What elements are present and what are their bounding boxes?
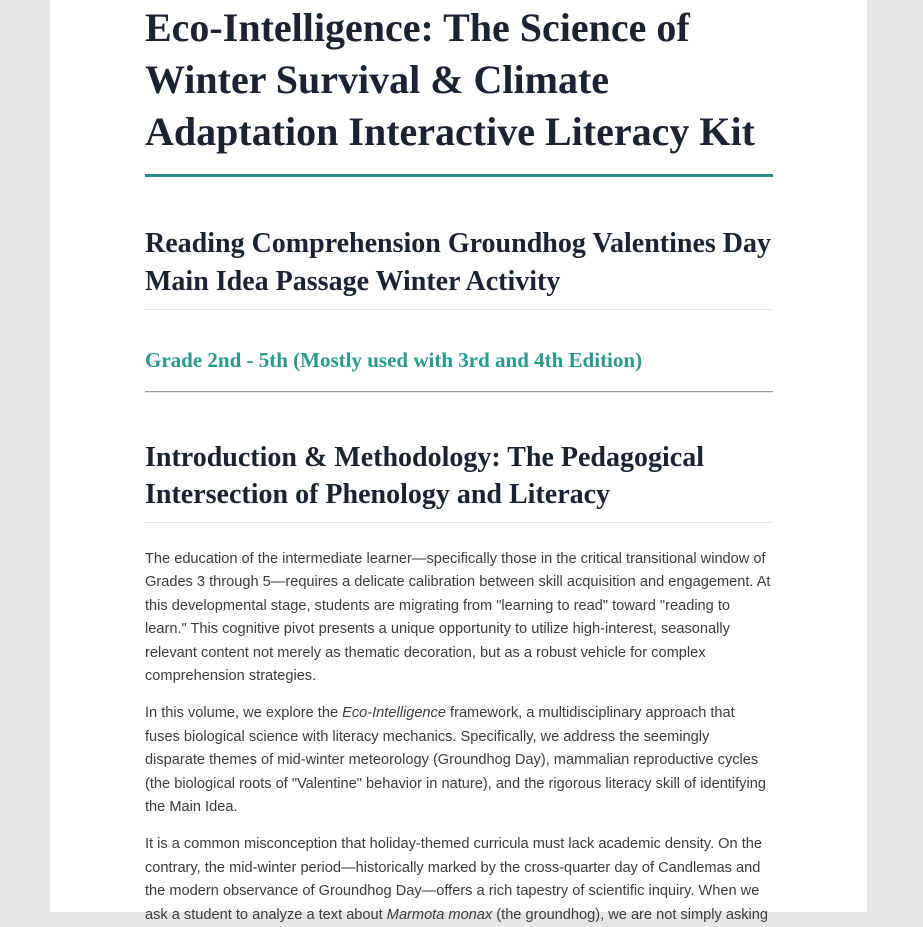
- paragraph-text: framework, a multidisciplinary approach that fuses biological science with literacy mechanics. Specifically, we address the seemingly disparate themes of mid-winter meteorology (Groundhog Day), mammalian reproductive cycles (the biological roots of "Valentine" behavior in nature), and the rigorous literacy skill of identifying the Main Idea.: [145, 705, 766, 816]
- main-title: Eco-Intelligence: The Science of Winter Survival & Climate Adaptation Interactive Literacy Kit: [145, 0, 773, 177]
- paragraph-text: (the groundhog), we are not simply asking: [492, 906, 769, 923]
- grade-level-heading: Grade 2nd - 5th (Mostly used with 3rd and 4th Edition): [145, 348, 643, 372]
- document-content: [145, 0, 773, 927]
- intro-paragraph-3: [145, 833, 773, 927]
- product-subtitle: Reading Comprehension Groundhog Valentines Day Main Idea Passage Winter Activity: [145, 225, 773, 310]
- emphasized-term: Marmota monax: [386, 906, 493, 923]
- intro-paragraph-1: The education of the intermediate learner—specifically those in the critical transitional window of Grades 3 through 5—requires a delicate calibration between skill acquisition and engagement. At this developmental stage, students are migrating from "learning to read" toward "reading to learn." This cognitive pivot presents a unique opportunity to utilize high-interest, seasonally relevant content not merely as thematic decoration, but as a robust vehicle for complex comprehension strategies.: [145, 551, 771, 685]
- intro-paragraph-2: [145, 702, 773, 819]
- emphasized-term: Eco-Intelligence: [342, 705, 446, 722]
- section-divider: [145, 391, 773, 393]
- section-title: Introduction & Methodology: The Pedagogical Intersection of Phenology and Literacy: [145, 439, 773, 523]
- document-page: [50, 0, 867, 923]
- paragraph-text: In this volume, we explore the: [145, 705, 343, 722]
- paragraph-text: It is a common misconception that holiday-themed curricula must lack academic density. On the contrary, the mid-winter period—historically marked by the cross-quarter day of Candlemas and the modern observance of Groundhog Day—offers a rich tapestry of scientific inquiry. When we ask a student to analyze a text about: [145, 836, 762, 923]
